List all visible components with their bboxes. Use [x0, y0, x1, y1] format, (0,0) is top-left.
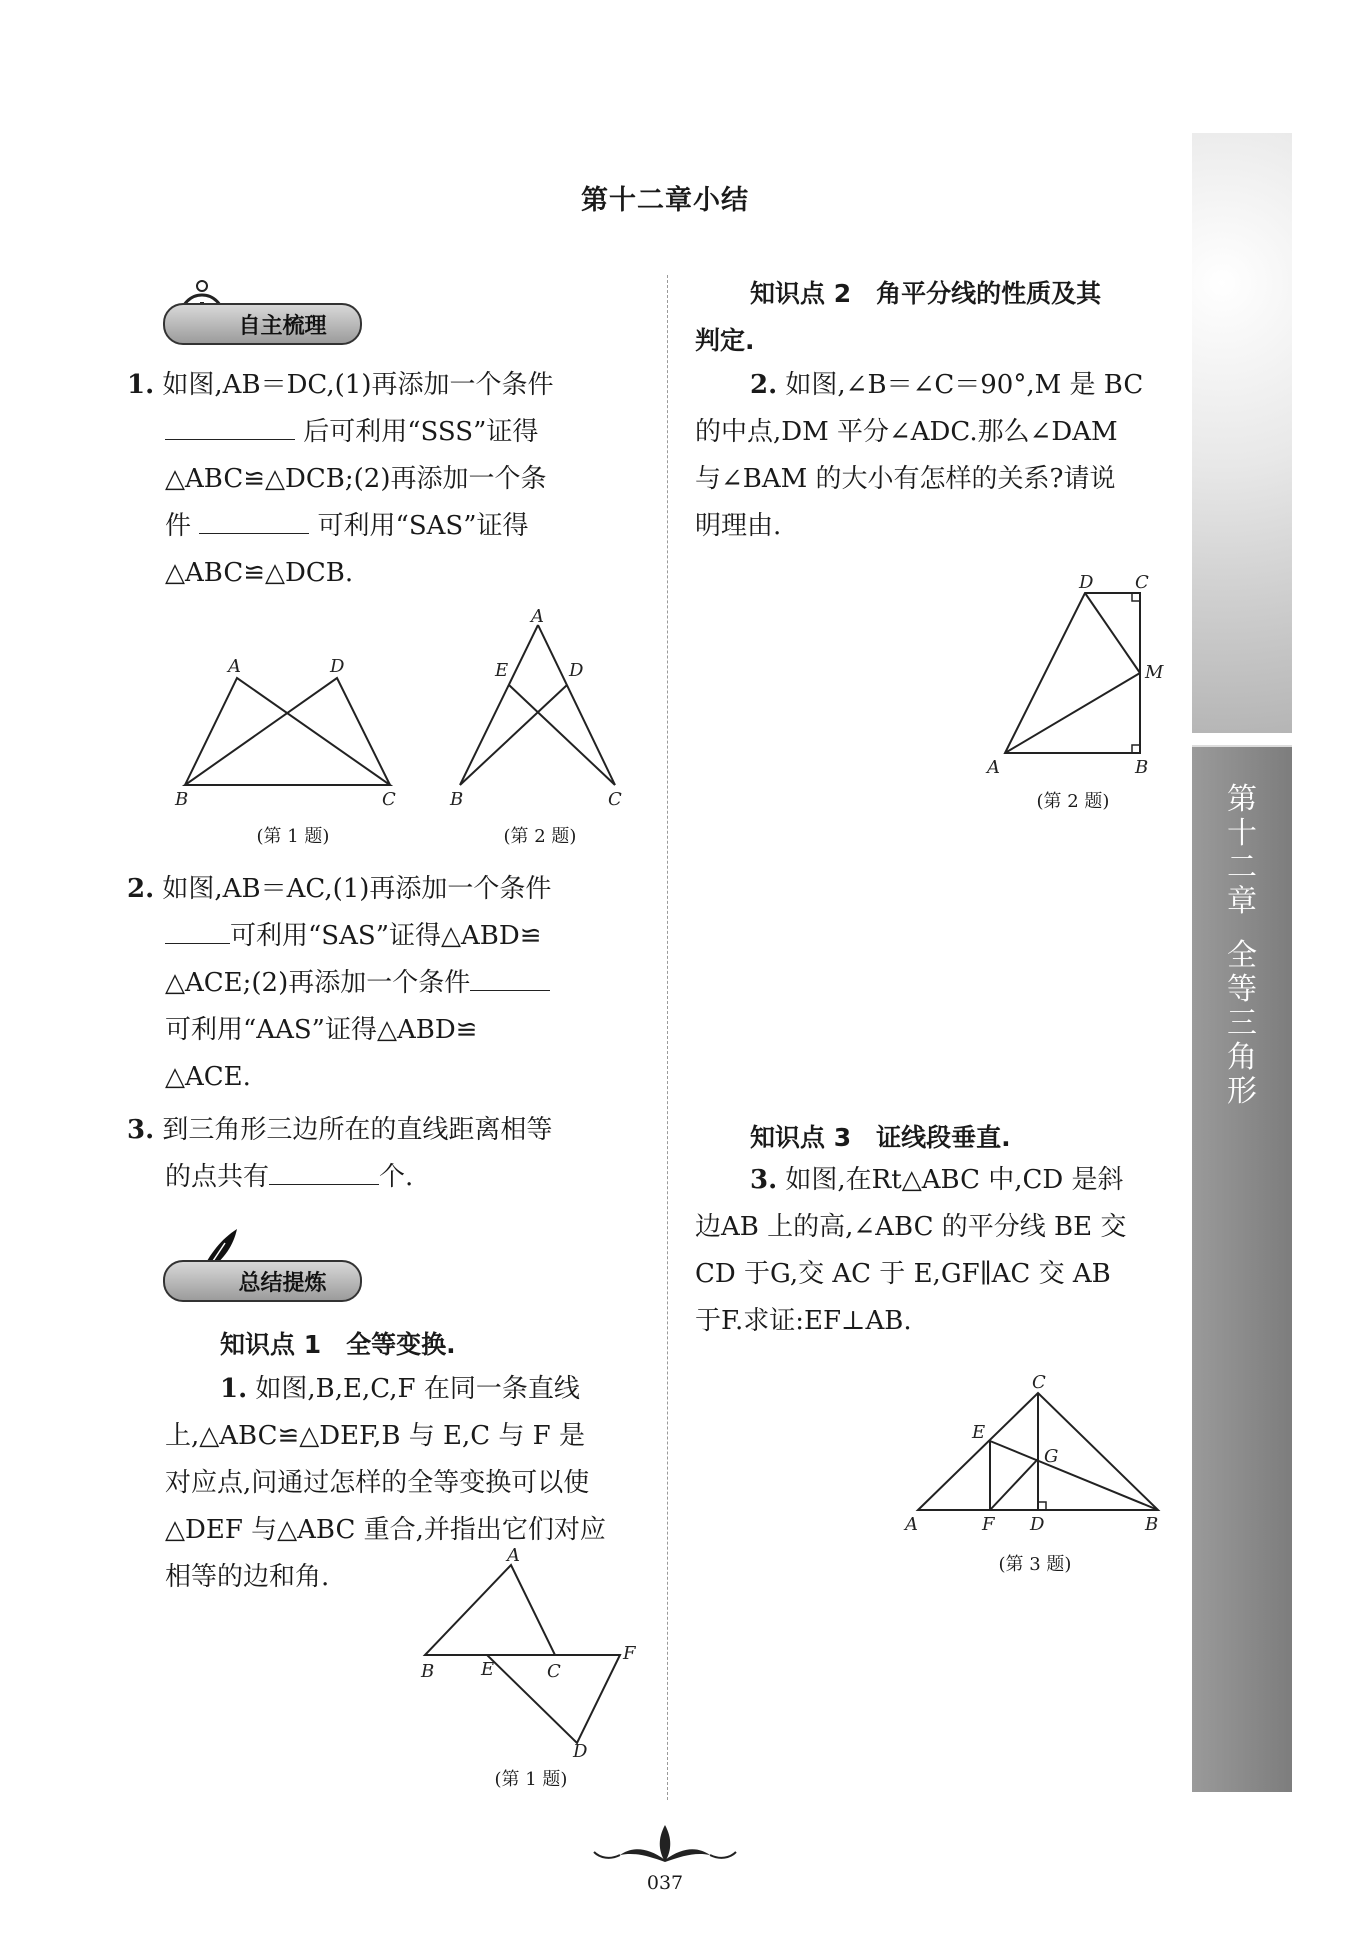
q2-line2: 可利用“SAS”证得△ABD≌ [230, 921, 542, 951]
q2-blank-1[interactable] [165, 913, 230, 944]
kp1-line3: 对应点,问通过怎样的全等变换可以使 [165, 1468, 590, 1498]
footer-ornament-icon [590, 1820, 740, 1870]
kp1-line1: 如图,B,E,C,F 在同一条直线 [255, 1374, 580, 1404]
label-F: F [982, 1514, 995, 1535]
kp3-question-block [695, 1157, 1165, 1345]
kp2-line2: 的中点,DM 平分∠ADC.那么∠DAM [695, 417, 1118, 447]
q3-line1: 到三角形三边所在的直线距离相等 [162, 1115, 553, 1145]
q2-line4: 可利用“AAS”证得△ABD≌ [165, 1015, 478, 1045]
label-E: E [481, 1659, 495, 1680]
side-tab-pattern [1192, 133, 1292, 733]
label-C: C [1135, 572, 1149, 593]
label-B: B [1135, 757, 1149, 778]
side-char: 全 [1227, 938, 1257, 973]
figure-1-caption: (第 1 题) [256, 826, 330, 847]
kp3-line1: 如图,在Rt△ABC 中,CD 是斜 [785, 1165, 1124, 1195]
label-D: D [1030, 1514, 1045, 1535]
label-A: A [905, 1514, 918, 1535]
page-title: 第十二章小结 [581, 185, 749, 216]
kp2-title-block [695, 270, 1165, 364]
label-B: B [450, 789, 464, 810]
label-M: M [1145, 662, 1164, 683]
label-A: A [531, 606, 544, 627]
summary-header [163, 1225, 363, 1300]
self-review-header [163, 278, 363, 348]
kp3-q-number: 3. [750, 1165, 778, 1195]
figure-kp3-caption: (第 3 题) [998, 1554, 1072, 1575]
side-char: 二 [1227, 850, 1257, 885]
q1-line5: △ABC≌△DCB. [165, 558, 354, 588]
side-char: 第 [1227, 782, 1257, 817]
kp2-line3: 与∠BAM 的大小有怎样的关系?请说 [695, 464, 1116, 494]
q2-line3: △ACE;(2)再添加一个条件 [165, 968, 471, 998]
label-C: C [382, 789, 396, 810]
figure-kp2-trapezoid [975, 568, 1165, 778]
kp2-line4: 明理由. [695, 511, 782, 541]
question-2-block [127, 866, 640, 1101]
chapter-side-tab [1192, 133, 1292, 1790]
question-3-block [127, 1107, 640, 1201]
kp2-title-line1: 知识点 2 角平分线的性质及其 [750, 279, 1102, 308]
kp1-line4: △DEF 与△ABC 重合,并指出它们对应 [165, 1515, 606, 1545]
side-char: 形 [1227, 1074, 1257, 1109]
label-C: C [1032, 1372, 1046, 1393]
q1-number: 1. [127, 370, 155, 400]
q2-line5: △ACE. [165, 1062, 251, 1092]
kp1-line5: 相等的边和角. [165, 1562, 330, 1592]
label-A: A [987, 757, 1000, 778]
q2-line1: 如图,AB＝AC,(1)再添加一个条件 [162, 874, 552, 904]
q1-line3: △ABC≌△DCB;(2)再添加一个条 [165, 464, 547, 494]
summary-label: 总结提炼 [238, 1270, 327, 1296]
label-A: A [507, 1545, 520, 1566]
label-B: B [1145, 1514, 1159, 1535]
side-char: 角 [1227, 1040, 1257, 1075]
figure-kp1-caption: (第 1 题) [494, 1769, 568, 1790]
q3-line2-pre: 的点共有 [165, 1162, 270, 1192]
q1-line1: 如图,AB＝DC,(1)再添加一个条件 [162, 370, 554, 400]
kp3-line2: 边AB 上的高,∠ABC 的平分线 BE 交 [695, 1212, 1127, 1242]
label-D: D [330, 656, 345, 677]
q1-blank-2[interactable] [199, 503, 309, 534]
kp1-title: 知识点 1 全等变换. [220, 1330, 456, 1359]
q3-blank[interactable] [269, 1154, 379, 1185]
q1-line4-pre: 件 [165, 511, 192, 541]
side-char: 三 [1227, 1006, 1257, 1041]
kp2-q-number: 2. [750, 370, 778, 400]
label-A: A [228, 656, 241, 677]
label-E: E [495, 660, 509, 681]
side-tab-text [1192, 783, 1292, 1109]
kp3-title: 知识点 3 证线段垂直. [750, 1123, 1011, 1152]
label-G: G [1044, 1446, 1059, 1467]
kp2-title-line2: 判定. [695, 326, 755, 355]
figure-kp2-caption: (第 2 题) [1036, 791, 1110, 812]
figure-kp3-right-triangle [900, 1370, 1170, 1545]
q3-line2-post: 个. [379, 1162, 414, 1192]
side-char: 等 [1227, 972, 1257, 1007]
question-1-block [127, 362, 640, 597]
label-C: C [547, 1661, 561, 1682]
q1-line4-post: 可利用“SAS”证得 [317, 511, 529, 541]
kp2-line1: 如图,∠B＝∠C＝90°,M 是 BC [785, 370, 1144, 400]
q2-number: 2. [127, 874, 155, 904]
kp3-line3: CD 于G,交 AC 于 E,GF∥AC 交 AB [695, 1259, 1111, 1289]
q1-line2: 后可利用“SSS”证得 [303, 417, 539, 447]
kp2-question-block [695, 362, 1165, 550]
side-char: 十 [1227, 816, 1257, 851]
kp3-line4: 于F.求证:EF⊥AB. [695, 1306, 912, 1336]
page-number: 037 [646, 1872, 684, 1894]
q3-number: 3. [127, 1115, 155, 1145]
label-B: B [421, 1661, 435, 1682]
figure-kp1-triangles [415, 1545, 645, 1760]
self-review-tag [163, 303, 362, 345]
label-E: E [972, 1422, 986, 1443]
column-divider [667, 275, 668, 1800]
kp1-line2: 上,△ABC≌△DEF,B 与 E,C 与 F 是 [165, 1421, 585, 1451]
summary-tag [163, 1260, 362, 1302]
q2-blank-2[interactable] [470, 960, 550, 991]
side-char: 章 [1227, 884, 1257, 919]
label-B: B [175, 789, 189, 810]
self-review-label: 自主梳理 [238, 313, 327, 339]
label-D: D [569, 660, 584, 681]
q1-blank-1[interactable] [165, 409, 295, 440]
label-D: D [573, 1741, 588, 1760]
side-char-gap [1192, 919, 1292, 939]
label-C: C [608, 789, 622, 810]
label-D: D [1079, 572, 1094, 593]
figure-2-caption: (第 2 题) [503, 826, 577, 847]
kp1-q-number: 1. [220, 1374, 248, 1404]
figure-2-isosceles [445, 600, 645, 810]
label-F: F [623, 1643, 636, 1664]
figure-1-crossed-triangles [170, 650, 410, 810]
